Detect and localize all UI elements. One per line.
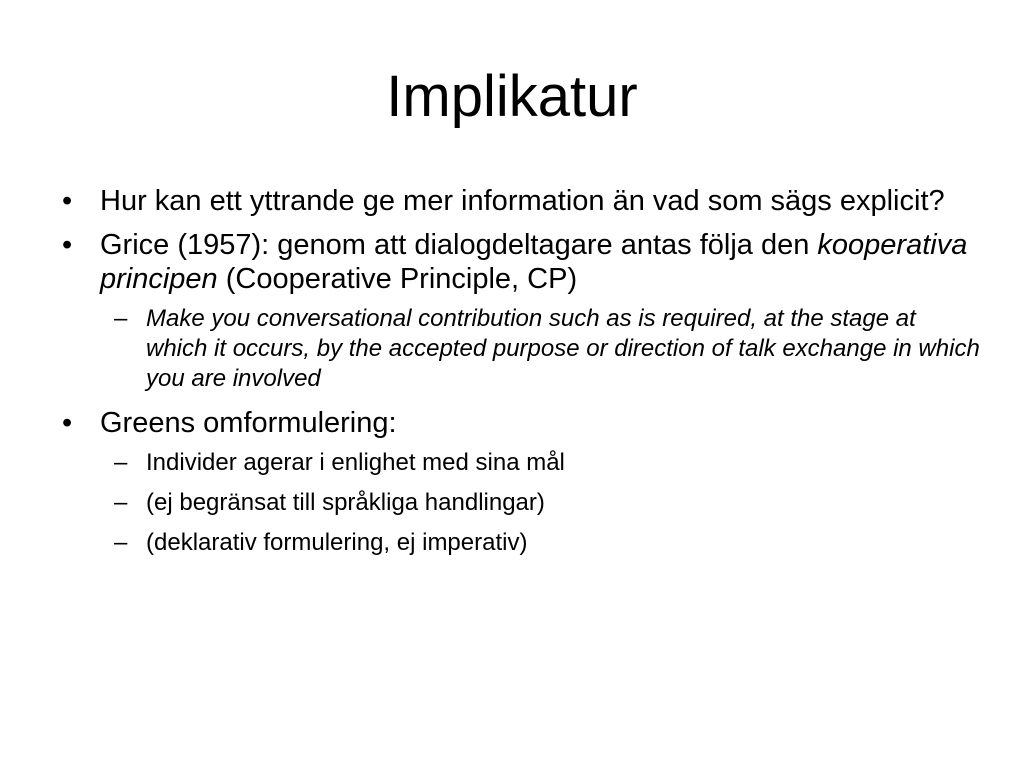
sub-bullet-list	[62, 448, 982, 558]
bullet-item	[62, 406, 982, 440]
bullet-text: Greens omformulering:	[100, 407, 397, 439]
bullet-icon: •	[62, 185, 73, 217]
dash-icon: –	[114, 305, 128, 332]
sub-bullet-item	[62, 304, 982, 394]
bullet-emphasis: kooperativa principen	[100, 229, 968, 295]
dash-icon: –	[114, 529, 128, 556]
bullet-list	[62, 184, 982, 568]
sub-bullet-text: Individer agerar i enlighet med sina mål	[146, 449, 565, 476]
sub-bullet-item	[62, 528, 982, 558]
sub-bullet-text: (deklarativ formulering, ej imperativ)	[146, 529, 528, 556]
bullet-icon: •	[62, 407, 73, 439]
dash-icon: –	[114, 449, 128, 476]
sub-bullet-item	[62, 488, 982, 518]
bullet-item	[62, 184, 982, 218]
sub-bullet-item	[62, 448, 982, 478]
bullet-text-after: (Cooperative Principle, CP)	[217, 263, 578, 295]
bullet-text: Hur kan ett yttrande ge mer information än vad som sägs explicit?	[100, 185, 945, 217]
sub-bullet-text: (ej begränsat till språkliga handlingar)	[146, 489, 545, 516]
dash-icon: –	[114, 489, 128, 516]
bullet-item	[62, 228, 982, 296]
bullet-icon: •	[62, 229, 73, 261]
slide-title: Implikatur	[386, 64, 638, 129]
sub-bullet-text: Make you conversational contribution such as is required, at the stage at which it occurs, by the accepted purpose or direction of talk exchange in which you are involved	[146, 305, 980, 392]
bullet-text: Grice (1957): genom att dialogdeltagare antas följa den	[100, 229, 818, 261]
sub-bullet-list	[62, 304, 982, 394]
